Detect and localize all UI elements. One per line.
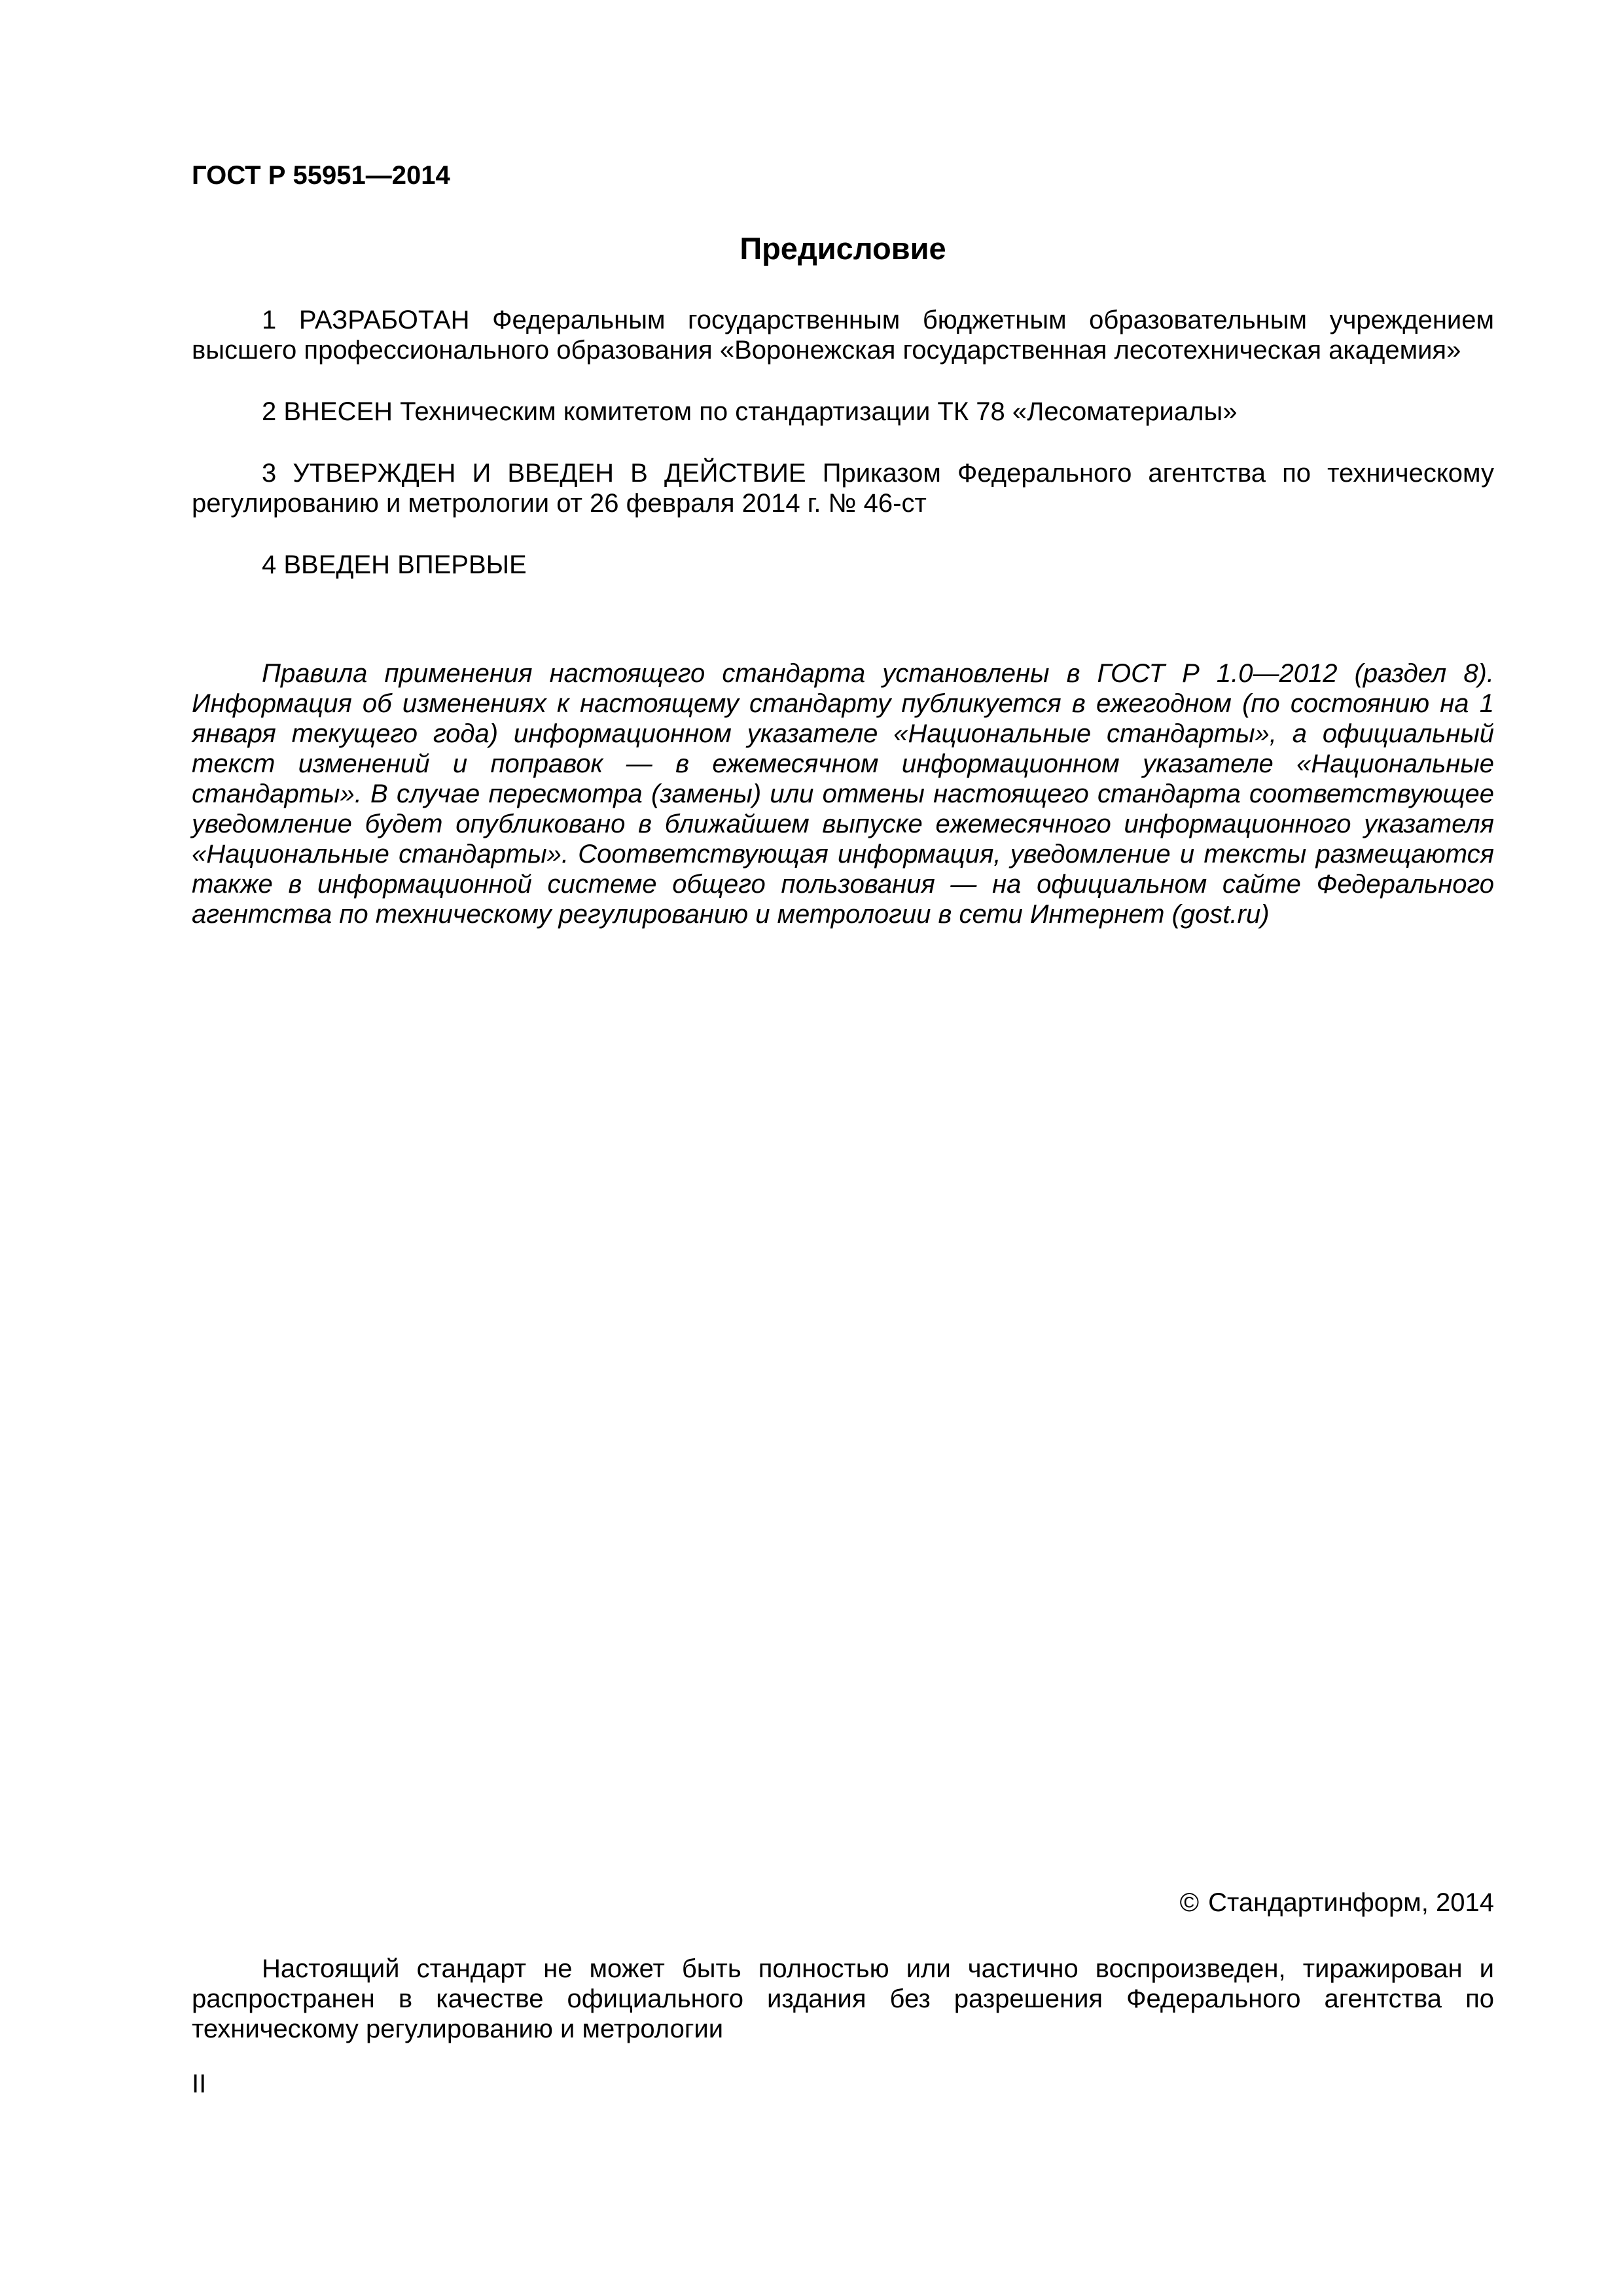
copyright-icon: ©: [1179, 1888, 1200, 1917]
foreword-body: [192, 305, 1494, 961]
reproduction-restriction: Настоящий стандарт не может быть полностью или частично воспроизведен, тиражирован и распространен в качестве официального издания без разрешения Федерального агентства по техническому регулированию и метрологии: [192, 1954, 1494, 2043]
foreword-item-4: 4 ВВЕДЕН ВПЕРВЫЕ: [262, 550, 527, 579]
application-rules-notice: Правила применения настоящего стандарта установлены в ГОСТ Р 1.0—2012 (раздел 8). Информация об изменениях к настоящему стандарту публикуется в ежегодном (по состоянию на 1 января текущего года) информационном указателе «Национальные стандарты», а официальный текст изменений и поправок — в ежемесячном информационном указателе «Национальные стандарты». В случае пересмотра (замены) или отмены настоящего стандарта соответствующее уведомление будет опубликовано в ближайшем выпуске ежемесячного информационного указателя «Национальные стандарты». Соответствующая информация, уведомление и тексты размещаются также в информационной системе общего пользования — на официальном сайте Федерального агентства по техническому регулированию и метрологии в сети Интернет (gost.ru): [192, 659, 1494, 929]
copyright-line: [1180, 1888, 1494, 1918]
foreword-item-3: 3 УТВЕРЖДЕН И ВВЕДЕН В ДЕЙСТВИЕ Приказом Федерального агентства по техническому регулированию и метрологии от 26 февраля 2014 г. № 46-ст: [192, 459, 1494, 518]
document-code: ГОСТ Р 55951—2014: [192, 161, 450, 190]
foreword-item-2: 2 ВНЕСЕН Техническим комитетом по стандартизации ТК 78 «Лесоматериалы»: [262, 397, 1238, 426]
section-title: Предисловие: [740, 231, 946, 266]
copyright-text: Стандартинформ, 2014: [1208, 1888, 1494, 1917]
page-number: II: [192, 2070, 207, 2098]
foreword-item-1: 1 РАЗРАБОТАН Федеральным государственным бюджетным образовательным учреждением высшего профессионального образования «Воронежская государственная лесотехническая академия»: [192, 306, 1494, 365]
